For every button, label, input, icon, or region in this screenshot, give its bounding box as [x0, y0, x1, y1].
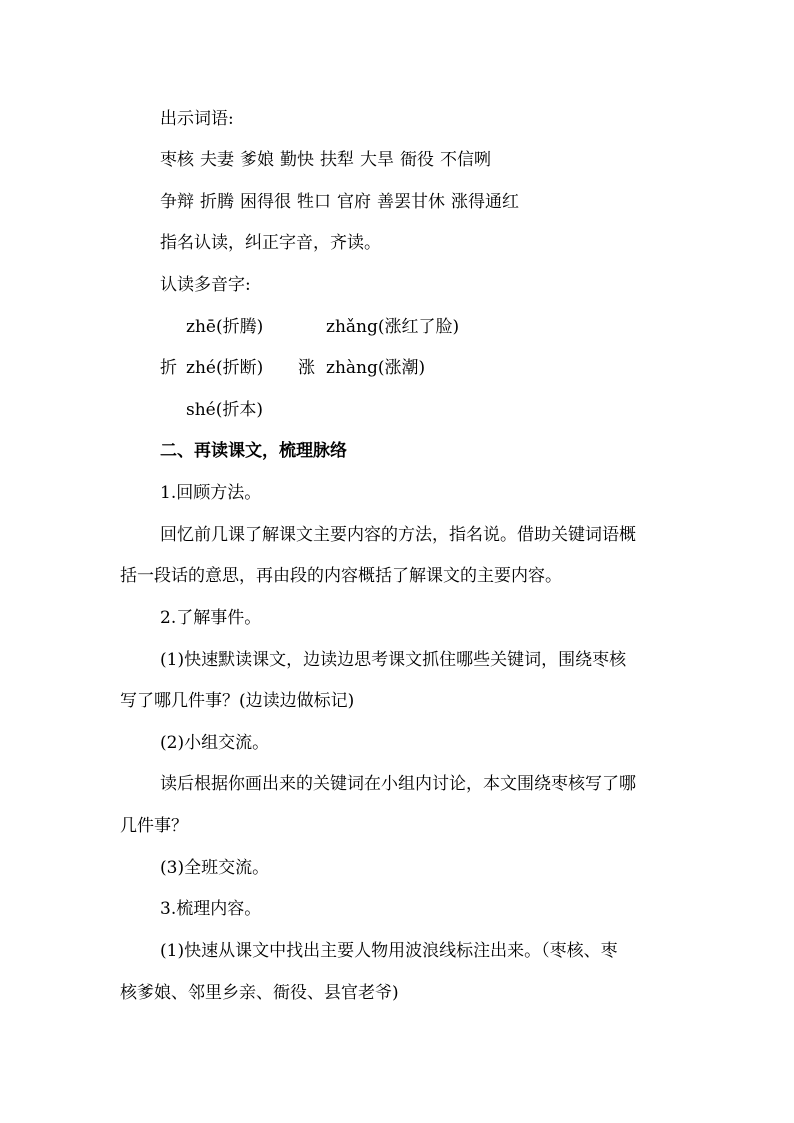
word-item: 夫妻 — [200, 150, 234, 170]
word-list-row-1 — [160, 149, 497, 171]
word-item: 困得很 — [240, 192, 291, 212]
pinyin-zhang-1: zhǎng(涨红了脸) — [326, 317, 460, 337]
word-item: 官府 — [337, 192, 371, 212]
paragraph-2-line-1: 读后根据你画出来的关键词在小组内讨论，本文围绕枣核写了哪 — [160, 774, 636, 794]
polyphonic-char-zhang: 涨 — [298, 358, 315, 378]
word-item: 牲口 — [297, 192, 331, 212]
polyphonic-char-zhe: 折 — [160, 358, 177, 378]
item-3-1-line-2: 核爹娘、邻里乡亲、衙役、县官老爷) — [120, 983, 399, 1003]
word-item: 衙役 — [400, 150, 434, 170]
word-item: 扶犁 — [320, 150, 354, 170]
word-item: 折腾 — [200, 192, 234, 212]
word-item: 善罢甘休 — [377, 192, 445, 212]
item-2-1-line-1: (1)快速默读课文，边读边思考课文抓住哪些关键词，围绕枣核 — [160, 650, 627, 670]
word-item: 争辩 — [160, 192, 194, 212]
pinyin-zhe-2: zhé(折断) — [186, 358, 264, 378]
paragraph-2-line-2: 几件事？ — [120, 816, 188, 836]
word-item: 枣核 — [160, 150, 194, 170]
word-item: 大旱 — [360, 150, 394, 170]
paragraph-1-line-2: 括一段话的意思，再由段的内容概括了解课文的主要内容。 — [120, 566, 562, 586]
word-item: 爹娘 — [240, 150, 274, 170]
pinyin-zhang-2: zhàng(涨潮) — [326, 358, 426, 378]
item-3-1-line-1: (1)快速从课文中找出主要人物用波浪线标注出来。（枣核、枣 — [160, 941, 618, 961]
word-list-row-2 — [160, 191, 525, 213]
item-2-3: (3)全班交流。 — [160, 858, 270, 878]
word-item: 涨得通红 — [451, 192, 519, 212]
item-3-heading: 3.梳理内容。 — [160, 899, 262, 919]
word-item: 不信咧 — [440, 150, 491, 170]
pinyin-zhe-1: zhē(折腾) — [186, 317, 264, 337]
word-item: 勤快 — [280, 150, 314, 170]
item-2-1-line-2: 写了哪几件事？(边读边做标记) — [120, 691, 355, 711]
item-1-heading: 1.回顾方法。 — [160, 483, 262, 503]
item-2-heading: 2.了解事件。 — [160, 608, 262, 628]
read-correct-text: 指名认读，纠正字音，齐读。 — [160, 233, 381, 253]
pinyin-she-1: shé(折本) — [186, 400, 263, 420]
paragraph-1-line-1: 回忆前几课了解课文主要内容的方法，指名说。借助关键词语概 — [160, 525, 636, 545]
polyphonic-title: 认读多音字: — [160, 275, 251, 295]
section-2-heading: 二、再读课文，梳理脉络 — [160, 441, 347, 461]
item-2-2: (2)小组交流。 — [160, 733, 270, 753]
show-words-label: 出示词语: — [160, 109, 234, 129]
